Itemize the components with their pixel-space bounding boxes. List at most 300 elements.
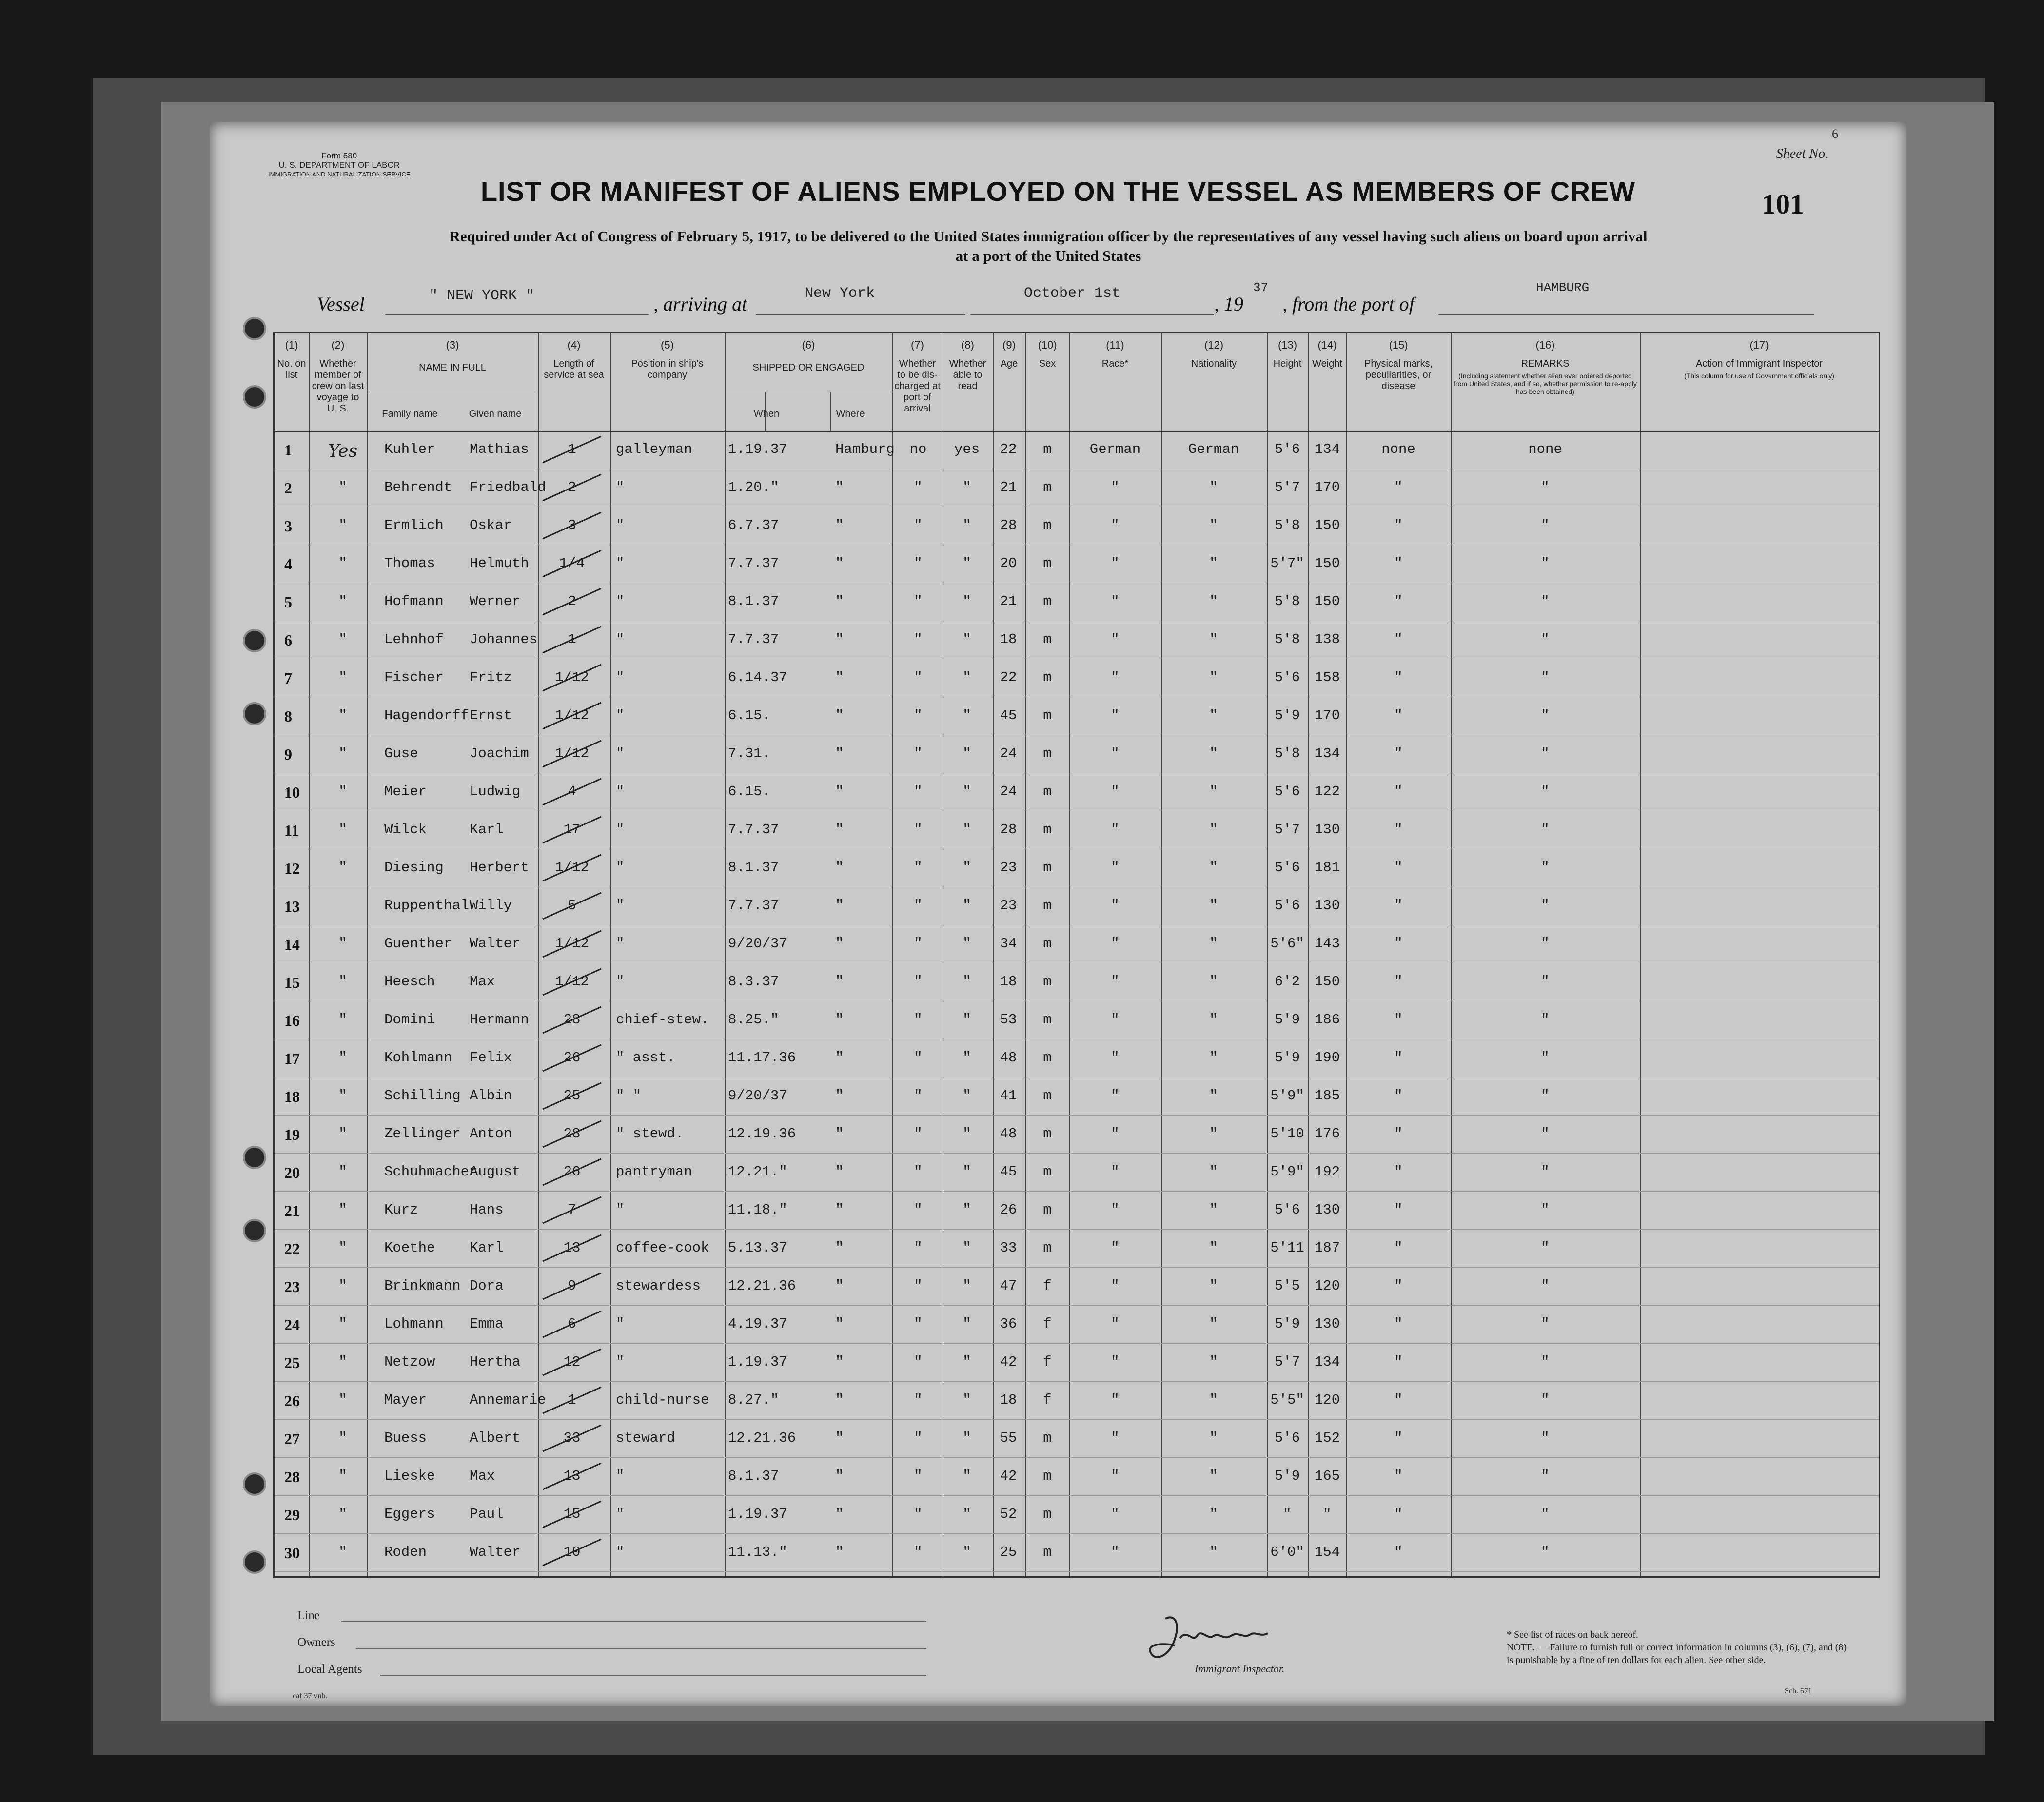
cell-prev: " [338,1050,347,1066]
cell-height: 5'9 [1274,1316,1300,1332]
cell-remarks: " [1541,1354,1550,1370]
cell-no: 13 [284,898,300,915]
cell-race: " [1111,1468,1120,1484]
cell-nationality: " [1209,555,1218,571]
cell-family: Kuhler [384,441,435,457]
cell-age: 28 [1000,517,1017,533]
cell-race: " [1111,1202,1120,1218]
cell-position: chief-stew. [616,1012,709,1028]
cell-weight: 120 [1314,1278,1340,1294]
punch-hole [243,1550,266,1574]
cell-given: Hans [470,1202,504,1218]
cell-height: 5'6 [1274,441,1300,457]
column-number: (7) [911,339,924,351]
cell-height: 5'6 [1274,1430,1300,1446]
column-number: (14) [1317,339,1337,351]
cell-no: 23 [284,1278,300,1295]
cell-given: Paul [470,1506,504,1522]
cell-nationality: " [1209,1202,1218,1218]
cell-age: 41 [1000,1088,1017,1104]
check-stroke [538,889,611,923]
cell-where: " [835,1164,844,1180]
cell-prev: " [338,974,347,990]
check-stroke [538,1497,611,1531]
punch-hole [243,1219,266,1242]
cell-sex: m [1043,1544,1052,1560]
cell-given: Hermann [470,1012,529,1028]
cell-family: Hofmann [384,593,444,609]
cell-marks: " [1394,745,1403,762]
cell-discharged: " [914,1468,923,1484]
cell-read: " [963,1278,971,1294]
cell-remarks: " [1541,631,1550,647]
cell-position: " [616,669,625,686]
cell-no: 25 [284,1354,300,1371]
cell-read: " [963,707,971,724]
column-header: REMARKS [1521,358,1570,369]
column-header: Whether to be dis-charged at port of arrival [894,358,941,414]
cell-remarks: " [1541,1126,1550,1142]
cell-weight: 158 [1314,669,1340,686]
cell-prev: " [338,1202,347,1218]
arriving-label: , arriving at [653,293,747,315]
cell-weight: 150 [1314,593,1340,609]
column-header: Age [1000,358,1018,369]
cell-age: 18 [1000,1392,1017,1408]
cell-weight: 143 [1314,936,1340,952]
cell-sex: m [1043,974,1052,990]
cell-sex: m [1043,631,1052,647]
cell-when: 7.31. [728,745,771,762]
cell-position: " [616,974,625,990]
cell-when: 12.21." [728,1164,787,1180]
cell-prev: " [338,783,347,800]
cell-sex: m [1043,707,1052,724]
cell-height: 6'2 [1274,974,1300,990]
cell-read: " [963,1202,971,1218]
check-stroke [538,661,611,695]
cell-remarks: " [1541,1050,1550,1066]
cell-race: " [1111,1392,1120,1408]
cell-race: " [1111,1012,1120,1028]
cell-sex: m [1043,860,1052,876]
sheet-label: Sheet No. [1776,146,1828,161]
column-number: (17) [1749,339,1769,351]
cell-given: Karl [470,822,504,838]
cell-service: 33 [563,1430,581,1446]
cell-family: Buess [384,1430,427,1446]
cell-marks: " [1394,1430,1403,1446]
cell-height: 5'6" [1270,936,1304,952]
cell-age: 48 [1000,1050,1017,1066]
cell-marks: " [1394,1240,1403,1256]
cell-marks: " [1394,1468,1403,1484]
cell-weight: 165 [1314,1468,1340,1484]
check-stroke [538,509,611,543]
cell-marks: " [1394,1278,1403,1294]
footer [293,1599,1858,1700]
cell-service: 3 [568,517,576,533]
cell-nationality: " [1209,631,1218,647]
cell-service: 25 [563,1088,581,1104]
cell-sex: m [1043,441,1052,457]
cell-race: " [1111,745,1120,762]
cell-prev: " [338,1392,347,1408]
column-subheader: Given name [469,409,522,419]
cell-when: 7.7.37 [728,898,779,914]
cell-remarks: " [1541,1544,1550,1560]
punch-hole [243,702,266,725]
check-stroke [538,965,611,999]
printer-mark: caf 37 vnb. [293,1692,328,1700]
cell-service: 17 [563,822,581,838]
cell-position: " stewd. [616,1126,684,1142]
subtitle-line-2: at a port of the United States [955,247,1141,264]
cell-sex: m [1043,669,1052,686]
cell-position: child-nurse [616,1392,709,1408]
column-number: (2) [331,339,345,351]
cell-given: Felix [470,1050,512,1066]
cell-read: " [963,631,971,647]
cell-family: Ermlich [384,517,444,533]
cell-given: Werner [470,593,521,609]
cell-where: " [835,517,844,533]
column-number: (13) [1278,339,1297,351]
cell-age: 24 [1000,745,1017,762]
cell-race: " [1111,707,1120,724]
vessel-label: Vessel [317,293,365,315]
cell-family: Schilling [384,1088,461,1104]
owners-label: Owners [297,1636,335,1649]
cell-prev: " [338,1012,347,1028]
cell-race: " [1111,593,1120,609]
cell-service: 4 [568,783,576,800]
column-header: Weight [1312,358,1342,369]
cell-sex: m [1043,1164,1052,1180]
cell-position: " [616,555,625,571]
cell-prev: " [338,1316,347,1332]
cell-height: 5'9" [1270,1164,1304,1180]
cell-prev: " [338,707,347,724]
cell-when: 5.13.37 [728,1240,787,1256]
cell-remarks: " [1541,783,1550,800]
cell-remarks: " [1541,707,1550,724]
departure-port: HAMBURG [1536,280,1590,295]
cell-no: 3 [284,517,292,535]
cell-marks: " [1394,1506,1403,1522]
cell-position: coffee-cook [616,1240,709,1256]
cell-age: 22 [1000,441,1017,457]
cell-read: " [963,517,971,533]
cell-weight: 187 [1314,1240,1340,1256]
race-note: * See list of races on back hereof. [1507,1629,1638,1640]
cell-no: 4 [284,555,292,573]
cell-marks: " [1394,936,1403,952]
cell-nationality: " [1209,1012,1218,1028]
cell-race: " [1111,517,1120,533]
subtitle-line-1: Required under Act of Congress of February 5, 1917, to be delivered to the United States immigration officer by the representatives of any vessel having such aliens on board upon arrival [449,228,1648,245]
cell-position: steward [616,1430,675,1446]
cell-given: Walter [470,1544,521,1560]
sheet-corner-number: 6 [1832,127,1838,141]
year-prefix: , 19 [1214,293,1243,315]
line-label: Line [297,1609,320,1622]
cell-family: Lieske [384,1468,435,1484]
cell-where: " [835,1240,844,1256]
row-rule [275,1305,1879,1306]
cell-race: " [1111,860,1120,876]
cell-race: " [1111,1164,1120,1180]
cell-read: " [963,555,971,571]
cell-where: " [835,1012,844,1028]
cell-marks: " [1394,974,1403,990]
cell-sex: f [1043,1316,1052,1332]
cell-nationality: " [1209,479,1218,495]
cell-remarks: " [1541,1430,1550,1446]
cell-where: " [835,1278,844,1294]
cell-read: " [963,1012,971,1028]
footer-notes [1507,1628,1848,1666]
cell-given: Max [470,974,495,990]
column-number: (1) [285,339,298,351]
cell-prev: " [338,593,347,609]
cell-sex: m [1043,1202,1052,1218]
cell-height: 5'11 [1270,1240,1304,1256]
cell-given: Ernst [470,707,512,724]
cell-given: Emma [470,1316,504,1332]
cell-remarks: " [1541,1088,1550,1104]
cell-no: 10 [284,783,300,801]
cell-given: Hertha [470,1354,521,1370]
column-note: (Including statement whether alien ever ordered deported from United States, and if so, whether permission to re-apply has been obtained) [1454,372,1637,395]
cell-service: 1/12 [555,707,589,724]
cell-given: Albin [470,1088,512,1104]
inspector-signature [1146,1609,1273,1667]
check-stroke [538,1269,611,1303]
cell-marks: " [1394,1316,1403,1332]
column-header: Race* [1101,358,1129,369]
column-header: Whether member of crew on last voyage to U. S. [312,358,364,414]
cell-read: " [963,1164,971,1180]
cell-where: " [835,631,844,647]
cell-marks: " [1394,1012,1403,1028]
cell-nationality: " [1209,936,1218,952]
cell-given: Max [470,1468,495,1484]
cell-remarks: " [1541,822,1550,838]
cell-position: " [616,1544,625,1560]
cell-prev: " [338,745,347,762]
cell-nationality: " [1209,898,1218,914]
cell-nationality: " [1209,517,1218,533]
cell-weight: 181 [1314,860,1340,876]
cell-weight: 130 [1314,1316,1340,1332]
check-stroke [538,737,611,771]
cell-position: " [616,1506,625,1522]
cell-no: 28 [284,1468,300,1486]
cell-marks: " [1394,783,1403,800]
cell-age: 18 [1000,974,1017,990]
check-stroke [538,1535,611,1569]
cell-remarks: " [1541,1240,1550,1256]
cell-age: 23 [1000,898,1017,914]
cell-family: Ruppenthal [384,898,470,914]
cell-when: 8.27." [728,1392,779,1408]
cell-service: 28 [563,1012,581,1028]
check-stroke [538,1421,611,1455]
cell-age: 26 [1000,1202,1017,1218]
column-header: Sex [1039,358,1056,369]
cell-remarks: " [1541,1468,1550,1484]
cell-nationality: " [1209,1164,1218,1180]
cell-when: 8.1.37 [728,1468,779,1484]
cell-when: 1.19.37 [728,441,787,457]
cell-remarks: " [1541,1506,1550,1522]
cell-remarks: " [1541,1202,1550,1218]
cell-remarks: " [1541,1012,1550,1028]
check-stroke [538,432,611,467]
column-header: No. on list [277,358,306,380]
cell-service: 1 [568,441,576,457]
column-header: Physical marks, peculiarities, or disease [1364,358,1433,392]
cell-family: Wilck [384,822,427,838]
cell-no: 29 [284,1506,300,1524]
cell-weight: 134 [1314,1354,1340,1370]
cell-marks: " [1394,1050,1403,1066]
check-stroke [538,813,611,847]
cell-family: Kohlmann [384,1050,452,1066]
cell-discharged: " [914,1430,923,1446]
cell-height: 5'8 [1274,593,1300,609]
cell-read: " [963,1544,971,1560]
cell-when: 1.20." [728,479,779,495]
row-rule [275,1153,1879,1154]
cell-position: " [616,479,625,495]
cell-remarks: " [1541,974,1550,990]
cell-age: 33 [1000,1240,1017,1256]
cell-no: 2 [284,479,292,497]
cell-nationality: " [1209,1126,1218,1142]
cell-given: Oskar [470,517,512,533]
cell-read: " [963,479,971,495]
column-number: (10) [1038,339,1057,351]
check-stroke [538,585,611,619]
cell-age: 42 [1000,1468,1017,1484]
cell-height: 5'5 [1274,1278,1300,1294]
cell-no: 9 [284,745,292,763]
column-subheader: Family name [382,409,438,419]
cell-weight: 150 [1314,555,1340,571]
cell-family: Domini [384,1012,435,1028]
cell-when: 11.17.36 [728,1050,796,1066]
cell-discharged: " [914,517,923,533]
cell-discharged: " [914,1240,923,1256]
cell-position: " [616,517,625,533]
cell-no: 5 [284,593,292,611]
row-rule [275,1343,1879,1344]
cell-where: " [835,1468,844,1484]
cell-when: 9/20/37 [728,1088,787,1104]
cell-when: 8.3.37 [728,974,779,990]
cell-read: " [963,1316,971,1332]
row-rule [275,1495,1879,1496]
check-stroke [538,1383,611,1417]
column-number: (15) [1389,339,1408,351]
arrival-port: New York [805,285,875,302]
cell-where: " [835,1544,844,1560]
cell-service: 1/12 [555,745,589,762]
cell-discharged: " [914,860,923,876]
cell-no: 16 [284,1012,300,1029]
cell-weight: " [1323,1506,1332,1522]
cell-sex: m [1043,1012,1052,1028]
cell-remarks: " [1541,555,1550,571]
cell-service: 10 [563,1544,581,1560]
punch-hole [243,629,266,652]
cell-race: " [1111,1126,1120,1142]
cell-family: Fischer [384,669,444,686]
cell-service: 1 [568,631,576,647]
cell-where: " [835,1050,844,1066]
cell-given: Ludwig [470,783,521,800]
cell-discharged: " [914,1012,923,1028]
row-rule [275,1229,1879,1230]
punch-hole [243,1472,266,1496]
cell-family: Zellinger [384,1126,461,1142]
cell-when: 6.14.37 [728,669,787,686]
cell-weight: 170 [1314,479,1340,495]
cell-age: 42 [1000,1354,1017,1370]
cell-service: 1/12 [555,669,589,686]
cell-when: 7.7.37 [728,631,779,647]
cell-service: 6 [568,1316,576,1332]
cell-read: " [963,1430,971,1446]
cell-where: " [835,1088,844,1104]
cell-sex: m [1043,1506,1052,1522]
cell-height: 5'7 [1274,822,1300,838]
cell-when: 11.18." [728,1202,787,1218]
column-number: (12) [1204,339,1224,351]
form-identifier [268,151,411,179]
cell-nationality: " [1209,1468,1218,1484]
cell-prev: " [338,479,347,495]
cell-nationality: " [1209,593,1218,609]
check-stroke [538,699,611,733]
cell-height: 5'9 [1274,1012,1300,1028]
cell-read: " [963,1354,971,1370]
column-number: (8) [961,339,974,351]
cell-read: " [963,745,971,762]
cell-nationality: " [1209,974,1218,990]
cell-given: Helmuth [470,555,529,571]
cell-discharged: " [914,1316,923,1332]
cell-weight: 152 [1314,1430,1340,1446]
cell-age: 36 [1000,1316,1017,1332]
crew-manifest-table [273,332,1880,1578]
cell-remarks: " [1541,898,1550,914]
cell-race: " [1111,631,1120,647]
cell-sex: m [1043,593,1052,609]
from-label: , from the port of [1282,293,1415,315]
cell-when: 6.15. [728,783,771,800]
cell-height: 5'7" [1270,555,1304,571]
cell-age: 21 [1000,593,1017,609]
cell-height: 5'6 [1274,1202,1300,1218]
cell-discharged: no [909,441,927,457]
cell-service: 1/12 [555,936,589,952]
cell-age: 18 [1000,631,1017,647]
cell-service: 13 [563,1468,581,1484]
cell-nationality: " [1209,669,1218,686]
